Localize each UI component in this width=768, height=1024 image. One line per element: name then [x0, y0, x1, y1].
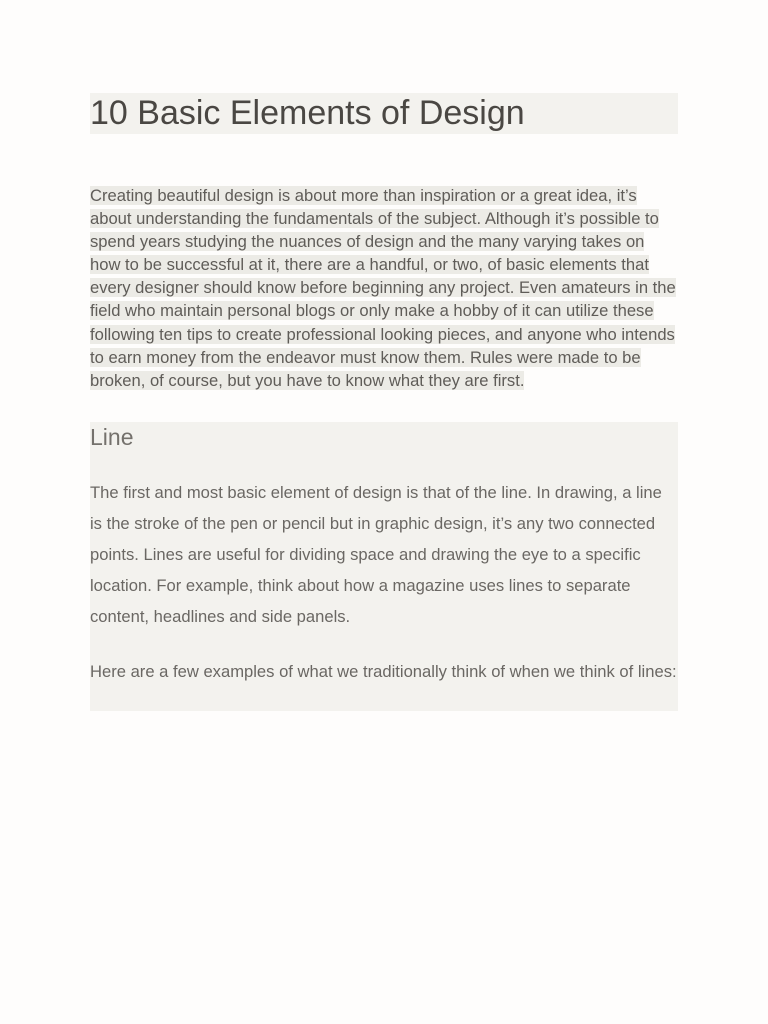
page-title: 10 Basic Elements of Design: [90, 94, 525, 132]
intro-text: Creating beautiful design is about more than inspiration or a great idea, it’s about understanding the fundamentals of the subject. Although it’s possible to spend years studying the nuances of design and the many varying takes on how to be successful at it, there are a handful, or two, of basic elements that every designer should know before beginning any project. Even amateurs in the field who maintain personal blogs or only make a hobby of it can utilize these following ten tips to create professional looking pieces, and anyone who intends to earn money from the endeavor must know them. Rules were made to be broken, of course, but you have to know what they are first.: [90, 186, 676, 390]
document-page: [90, 93, 678, 711]
title-block: [90, 93, 678, 134]
section-paragraph: Here are a few examples of what we traditionally think of when we think of lines:: [90, 661, 677, 681]
section-line: [90, 422, 678, 711]
intro-paragraph: [90, 184, 678, 392]
section-heading: Line: [90, 423, 134, 450]
section-paragraph: The first and most basic element of design is that of the line. In drawing, a line is the stroke of the pen or pencil but in graphic design, it’s any two connected points. Lines are useful for dividing space and drawing the eye to a specific location. For example, think about how a magazine uses lines to separate content, headlines and side panels.: [90, 482, 662, 626]
